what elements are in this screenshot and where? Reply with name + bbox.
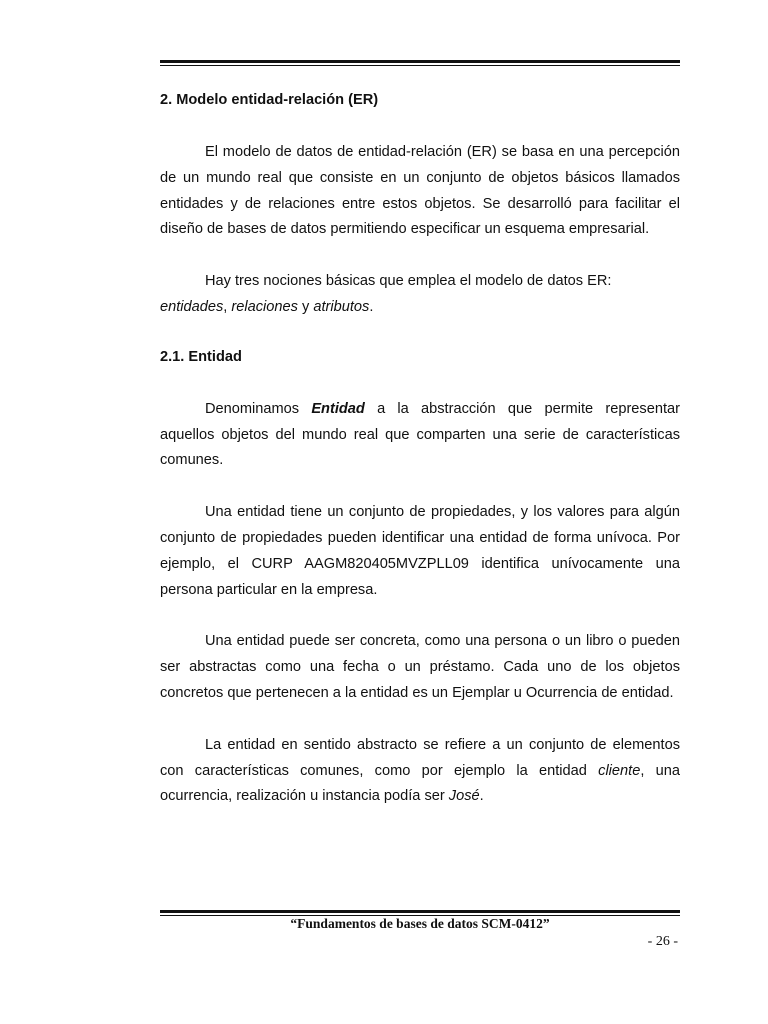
- section-heading: 2. Modelo entidad-relación (ER): [160, 92, 379, 108]
- paragraph-abstract-sense: [160, 733, 680, 810]
- separator: ,: [223, 298, 232, 315]
- paragraph-properties: Una entidad tiene un conjunto de propiedades, y los valores para algún conjunto de propiedades pueden identificar una entidad de forma unívoca. Por ejemplo, el CURP AAGM820405MVZPLL09 identifica unívocamente una persona particular en la empresa.: [160, 504, 680, 598]
- separator: y: [297, 298, 314, 315]
- page-number: - 26 -: [647, 934, 678, 949]
- text-span: , una ocurrencia, realización u instancia podía ser: [160, 762, 680, 805]
- paragraph-notions: [160, 269, 680, 295]
- term-atributos: atributos: [313, 298, 370, 315]
- text-span: Denominamos: [205, 400, 312, 417]
- notions-intro: Hay tres nociones básicas que emplea el modelo de datos ER:: [205, 273, 612, 290]
- period: .: [369, 298, 374, 315]
- term-relaciones: relaciones: [231, 298, 298, 315]
- term-entidad: Entidad: [311, 400, 365, 417]
- subsection-heading: 2.1. Entidad: [160, 348, 242, 365]
- paragraph-concrete-abstract: Una entidad puede ser concreta, como una persona o un libro o pueden ser abstractas como una fecha o un préstamo. Cada uno de los objetos concretos que pertenecen a la entidad es un Ejemplar u Ocurrencia de entidad.: [160, 633, 680, 701]
- paragraph-notions-terms: [160, 295, 680, 321]
- paragraph-er-model: El modelo de datos de entidad-relación (ER) se basa en una percepción de un mundo real que consiste en un conjunto de objetos básicos llamados entidades y de relaciones entre estos objetos. Se desarrolló para facilitar el diseño de bases de datos permitiendo especificar un esquema empresarial.: [160, 144, 680, 238]
- term-cliente: cliente: [598, 762, 641, 779]
- footer-title: “Fundamentos de bases de datos SCM-0412”: [290, 916, 550, 931]
- text-span: La entidad en sentido abstracto se refiere a un conjunto de elementos con características comunes, como por ejemplo la entidad: [160, 736, 680, 779]
- header-rule: [160, 60, 680, 66]
- text-span: a la abstracción que permite representar aquellos objetos del mundo real que comparten una serie de características comunes.: [160, 400, 680, 469]
- term-entidades: entidades: [160, 298, 224, 315]
- period: .: [479, 788, 484, 805]
- document-body: [160, 90, 680, 810]
- term-jose: José: [448, 788, 480, 805]
- paragraph-entidad-definition: [160, 397, 680, 474]
